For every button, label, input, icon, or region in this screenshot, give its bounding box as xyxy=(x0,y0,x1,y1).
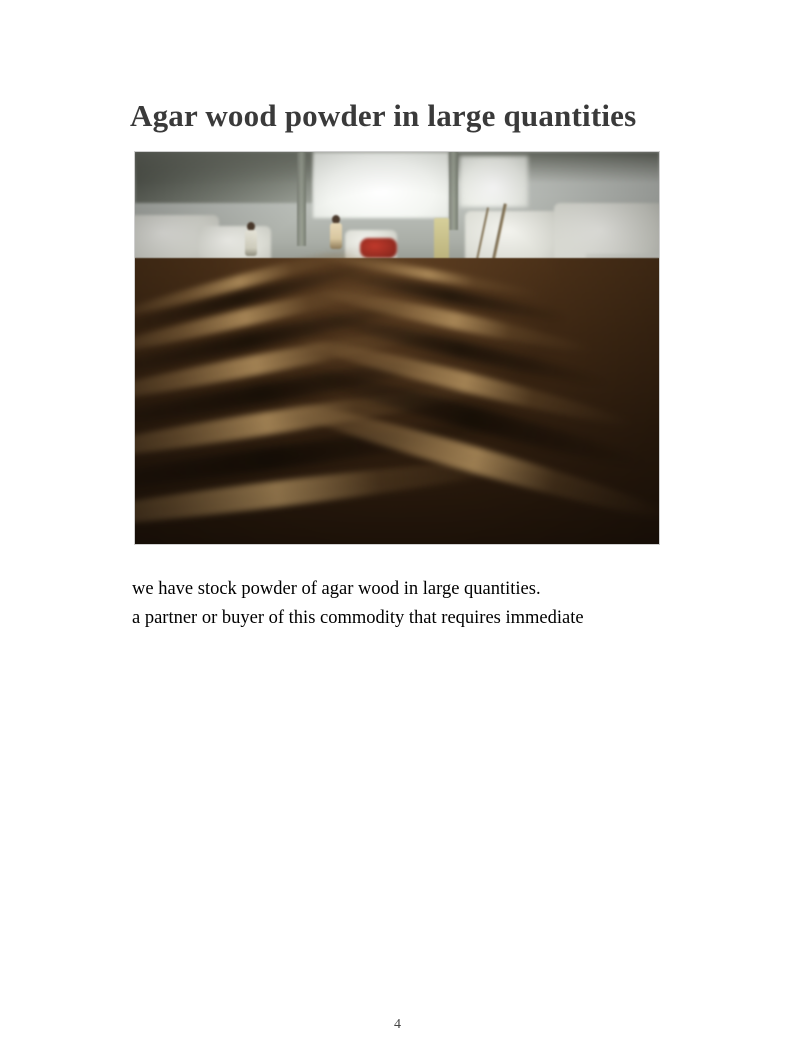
agar-wood-powder-warehouse-photo xyxy=(134,151,660,545)
page-number: 4 xyxy=(394,1017,401,1032)
photo-soft-focus xyxy=(135,152,659,544)
page-title: Agar wood powder in large quantities xyxy=(130,98,637,133)
page-content xyxy=(130,95,666,632)
body-text xyxy=(132,575,666,632)
paragraph-1: we have stock powder of agar wood in large quantities. xyxy=(132,578,541,599)
paragraph-2: a partner or buyer of this commodity that requires immediate xyxy=(132,607,584,628)
